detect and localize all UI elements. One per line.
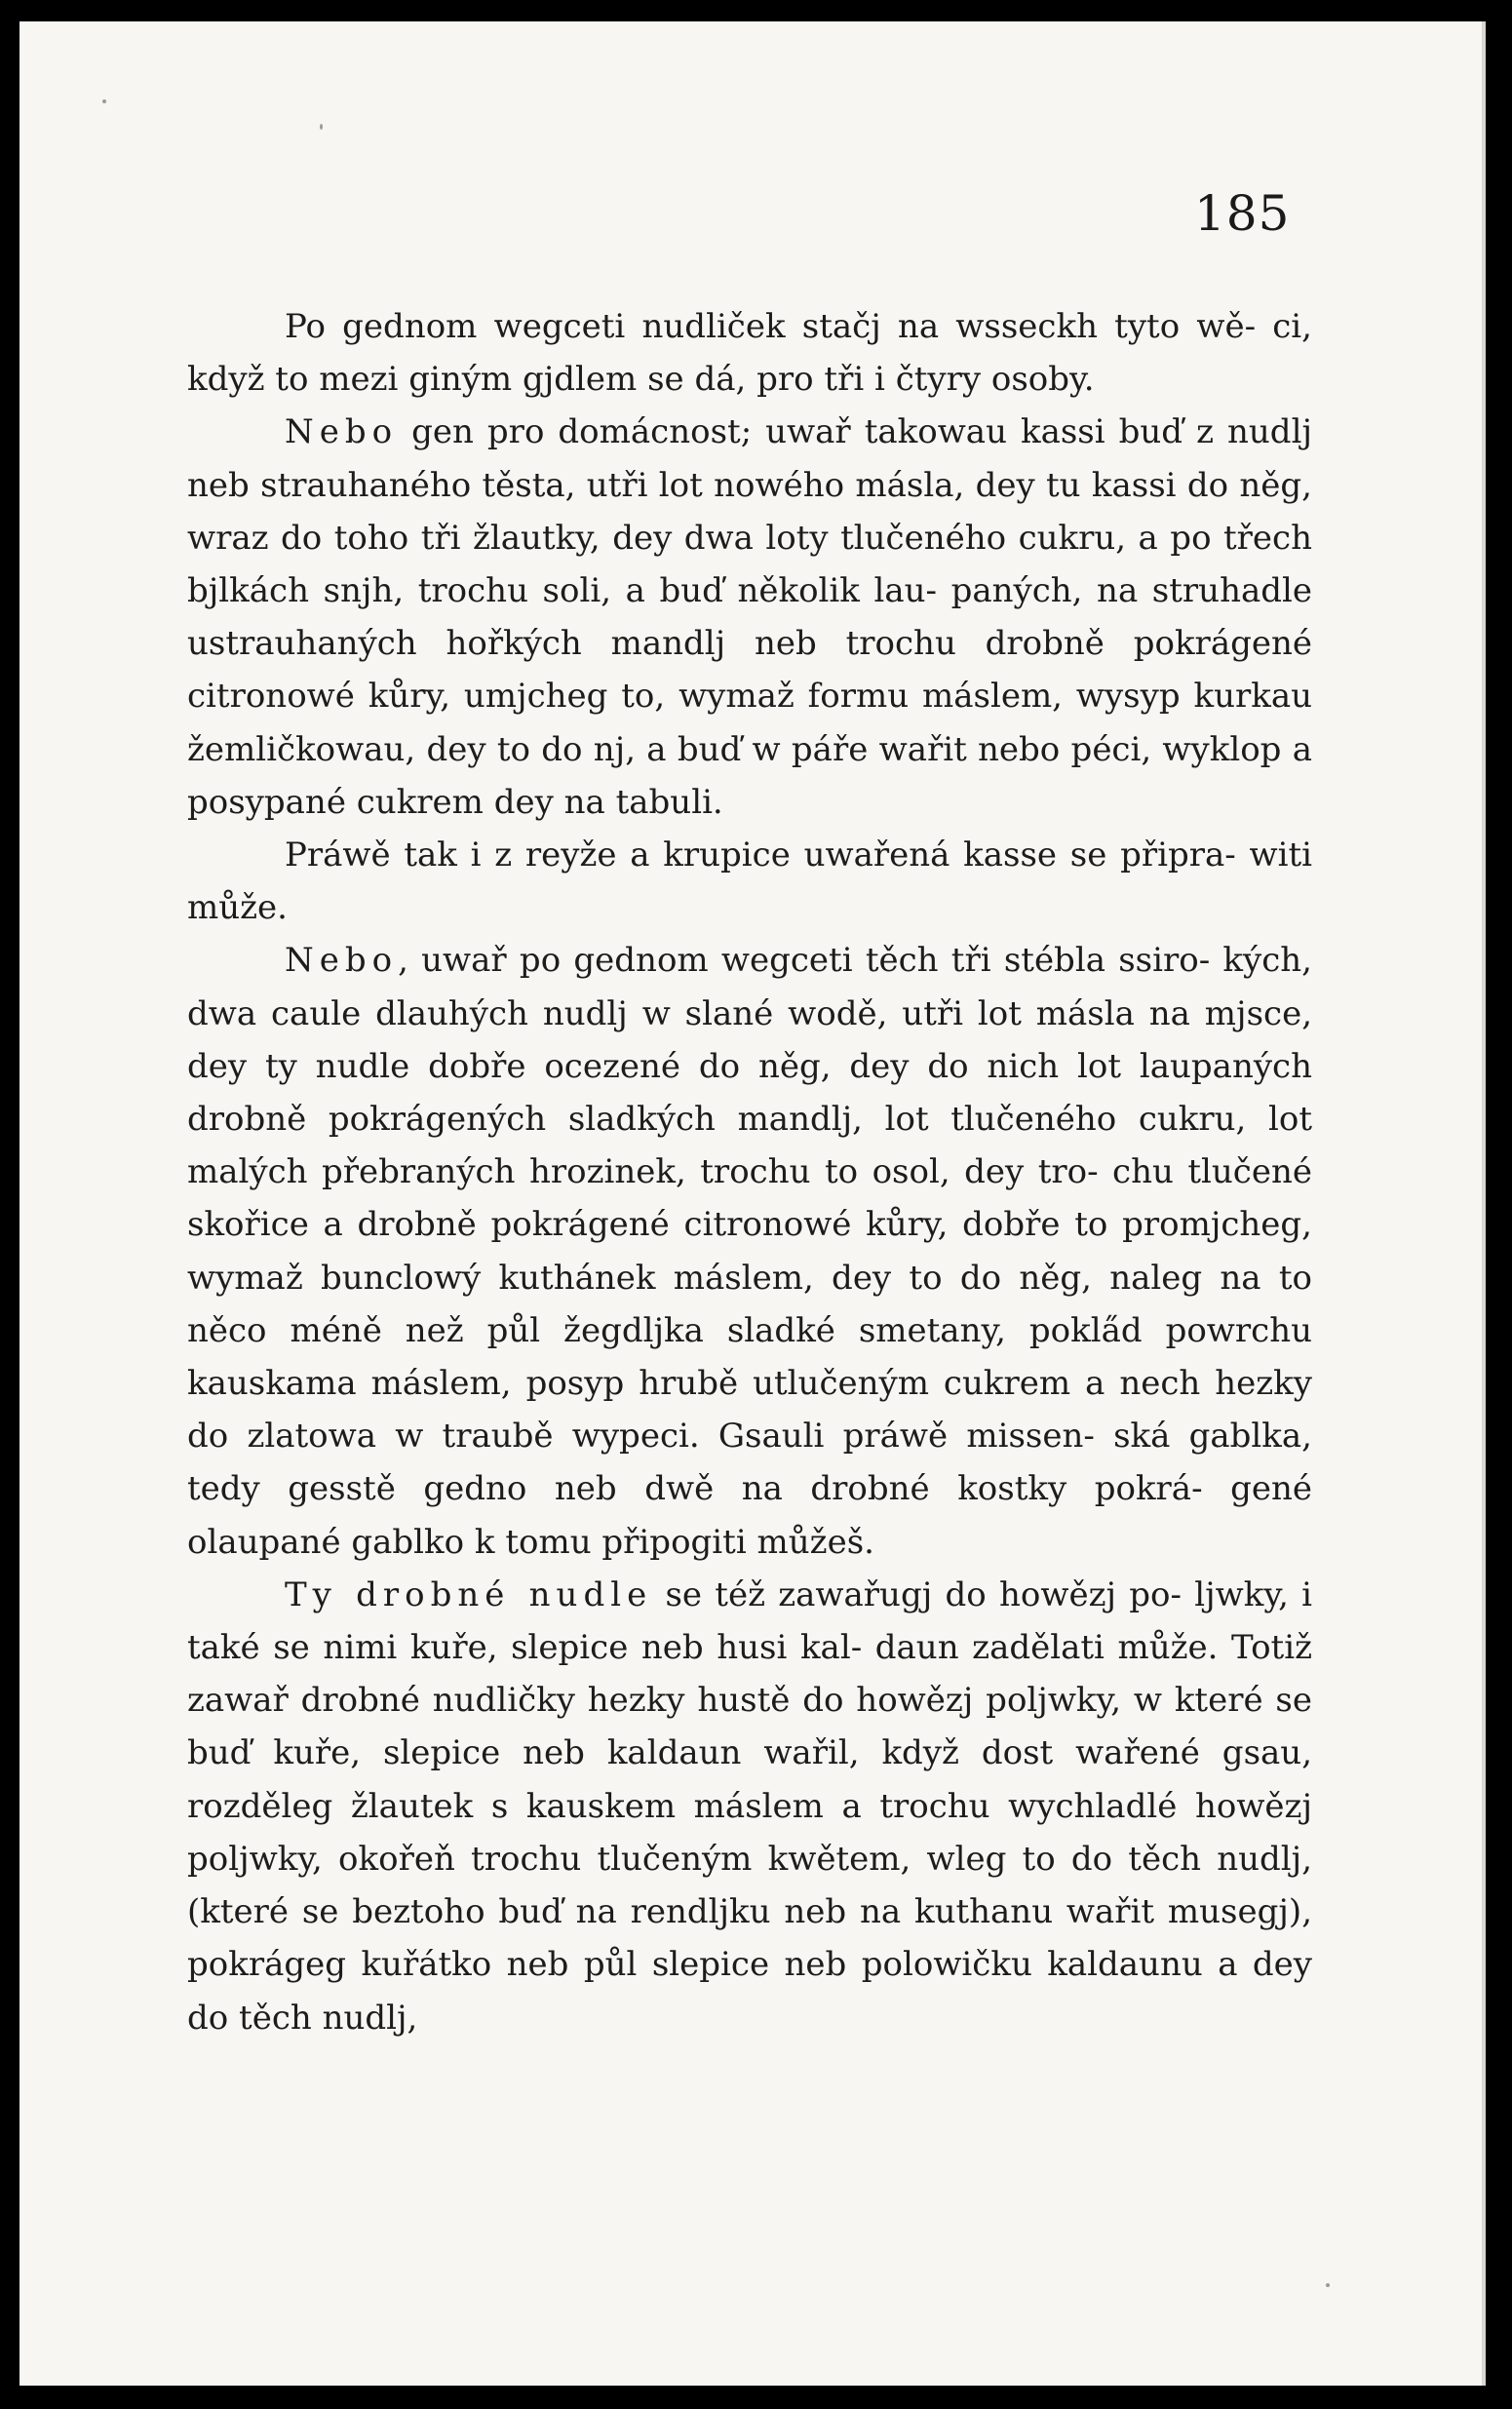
paragraph — [187, 1569, 1312, 2044]
paragraph — [187, 300, 1312, 406]
paragraph-text: Po gednom wegceti nudliček stačj na wsseckh tyto wě- ci, když to mezi giným gjdlem se dá, pro tři i čtyry osoby. — [187, 307, 1312, 400]
paragraph — [187, 406, 1312, 829]
paper-speck — [320, 124, 323, 130]
paper-speck — [1326, 2283, 1330, 2287]
paragraph-lead: Ty drobné nudle — [285, 1574, 653, 1614]
paragraph-text: Práwě tak i z reyže a krupice uwařená kasse se připra- witi může. — [187, 835, 1312, 928]
paragraph-text: , uwař po gednom wegceti těch tři stébla ssiro- kých, dwa caule dlauhých nudlj w slané wodě, utři lot másla na mjsce, dey ty nudle dobře ocezené do něg, dey do nich lot laupaných drobně pokrágených sladkých mandlj, lot tlučeného cukru, lot malých přebraných hrozinek, trochu to osol, dey tro- chu tlučené skořice a drobně pokrágené citronowé kůry, dobře to promjcheg, wymaž bunclowý kuthánek máslem, dey to do něg, naleg na to něco méně než půl žegdljka sladké smetany, pokla̋d powrchu kauskama máslem, posyp hrubě utlučeným cukrem a nech hezky do zlatowa w traubě wypeci. Gsauli práwě missen- ská gablka, tedy gesstě gedno neb dwě na drobné kostky pokrá- gené olaupané gablko k tomu připogiti můžeš. — [187, 941, 1312, 1562]
paper-speck — [102, 99, 106, 103]
paragraph-lead: Nebo — [285, 412, 399, 452]
paragraph-text: se též zawařugj do howězj po- ljwky, i také se nimi kuře, slepice neb husi kal- daun zadělati může. Totiž zawař drobné nudličky hezky hustě do howězj poljwky, w které se buď kuře, slepice neb kaldaun wařil, když dost wařené gsau, rozděleg žlautek s kauskem máslem a trochu wychladlé howězj poljwky, okořeň trochu tlučeným kwětem, wleg to do těch nudlj, (které se beztoho buď na rendljku neb na kuthanu wařit musegj), pokrágeg kuřátko neb půl slepice neb polowičku kaldaunu a dey do těch nudlj, — [187, 1574, 1312, 2038]
paragraph — [187, 934, 1312, 1568]
paragraph-text: gen pro domácnost; uwař takowau kassi buď z nudlj neb strauhaného těsta, utři lot nowého másla, dey tu kassi do něg, wraz do toho tři žlautky, dey dwa loty tlučeného cukru, a po třech bjlkách snjh, trochu soli, a buď několik lau- paných, na struhadle ustrauhaných hořkých mandlj neb trochu drobně pokrágené citronowé kůry, umjcheg to, wymaž formu máslem, wysyp kurkau žemličkowau, dey to do nj, a buď w páře wařit nebo péci, wyklop a posypané cukrem dey na tabuli. — [187, 412, 1312, 822]
book-page — [19, 21, 1486, 2386]
paragraph-lead: Nebo — [285, 941, 399, 981]
paragraph — [187, 829, 1312, 934]
page-number: 185 — [1194, 185, 1291, 242]
body-text — [187, 300, 1312, 2044]
